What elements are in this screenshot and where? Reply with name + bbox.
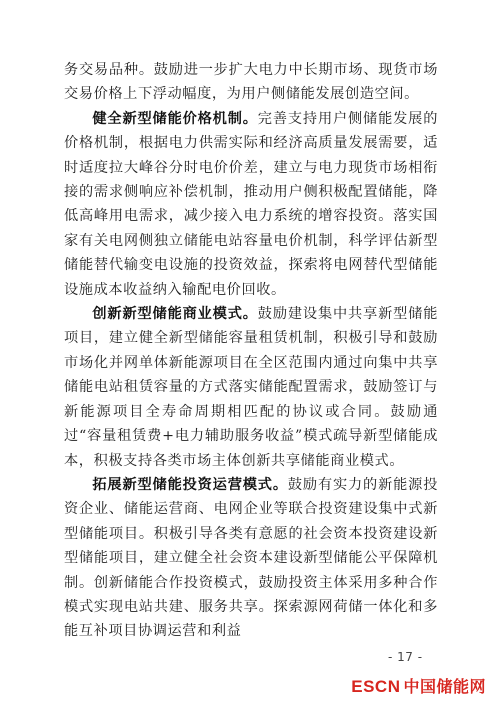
paragraph-text: 务交易品种。鼓励进一步扩大电力中长期市场、现货市场交易价格上下浮动幅度，为用户侧储能发展创造空间。 bbox=[64, 62, 438, 103]
paragraph-investment-model bbox=[64, 473, 438, 644]
watermark-latin: ESCN bbox=[351, 677, 401, 696]
paragraph-text: 鼓励建设集中共享新型储能项目，建立健全新型储能容量租赁机制，积极引导和鼓励市场化并网单体新能源项目在全区范围内通过向集中共享储能电站租赁容量的方式落实储能配置需求，鼓励签订与新能源项目全寿命周期相匹配的协议或合同。鼓励通过“容量租赁费+电力辅助服务收益”模式疏导新型储能成本，积极支持各类市场主体创新共享储能商业模式。 bbox=[64, 306, 438, 469]
document-body bbox=[64, 58, 438, 644]
page-number: - 17 - bbox=[388, 650, 423, 664]
paragraph-text: 完善支持用户侧储能发展的价格机制，根据电力供需实际和经济高质量发展需要，适时适度拉大峰谷分时电价价差，建立与电力现货市场相衔接的需求侧响应补偿机制，推动用户侧积极配置储能，降低高峰用电需求，减少接入电力系统的增容投资。落实国家有关电网侧独立储能电站容量电价机制，科学评估新型储能替代输变电设施的投资效益，探索将电网替代型储能设施成本收益纳入输配电价回收。 bbox=[64, 110, 438, 298]
paragraph-business-model bbox=[64, 302, 438, 473]
paragraph-heading: 健全新型储能价格机制。 bbox=[92, 110, 258, 127]
watermark-logo bbox=[351, 674, 486, 697]
paragraph-continuation bbox=[64, 58, 438, 107]
paragraph-text: 鼓励有实力的新能源投资企业、储能运营商、电网企业等联合投资建设集中式新型储能项目。积极引导各类有意愿的社会资本投资建设新型储能项目，建立健全社会资本建设新型储能公平保障机制。创新储能合作投资模式，鼓励投资主体采用多种合作模式实现电站共建、服务共享。探索源网荷储一体化和多能互补项目协调运营和利益 bbox=[64, 476, 438, 640]
paragraph-price-mechanism bbox=[64, 107, 438, 302]
paragraph-heading: 拓展新型储能投资运营模式。 bbox=[92, 476, 288, 493]
paragraph-heading: 创新新型储能商业模式。 bbox=[92, 306, 258, 323]
watermark-cn: 中国储能网 bbox=[403, 677, 486, 696]
